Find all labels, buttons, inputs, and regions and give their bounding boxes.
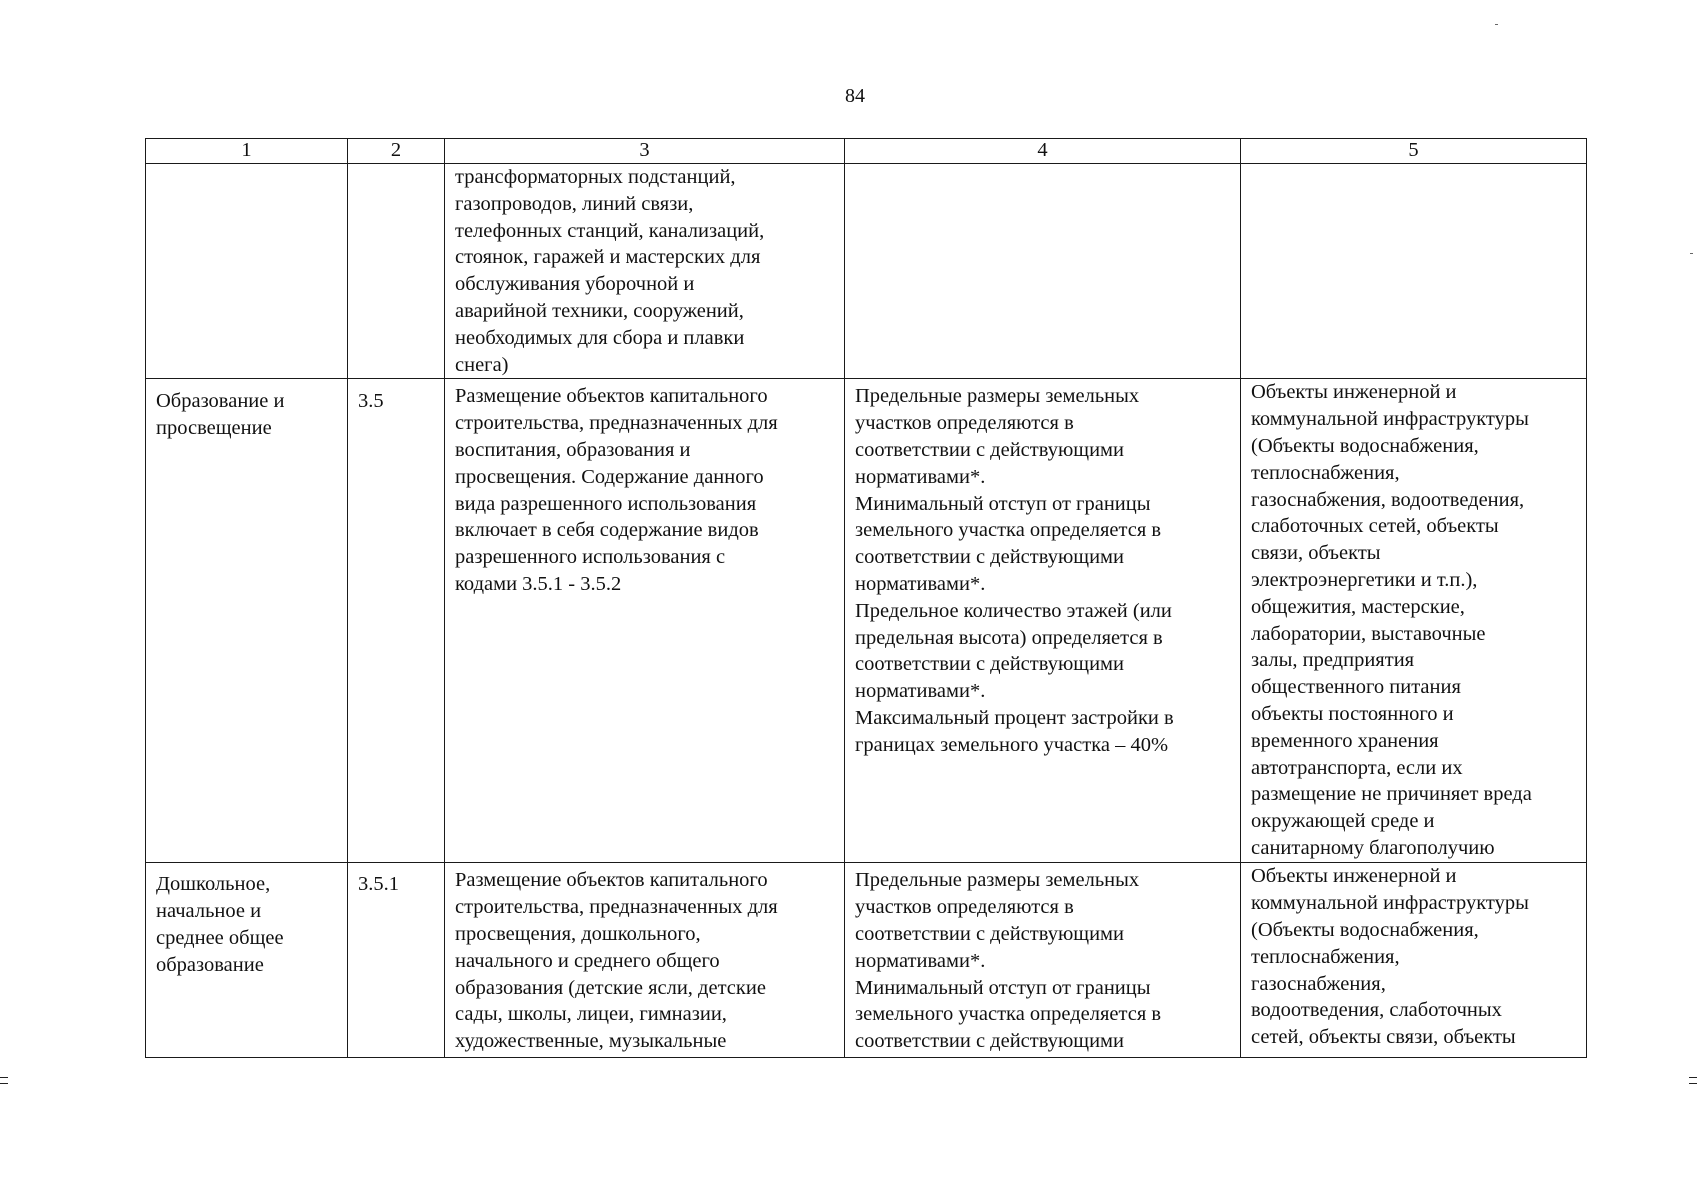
column-number-1: 1	[146, 139, 348, 164]
use-type-name: Дошкольное, начальное и среднее общее образование	[146, 863, 348, 1058]
column-number-3: 3	[445, 139, 845, 164]
table-row	[146, 164, 1587, 379]
page-number: 84	[845, 85, 865, 107]
column-number-5: 5	[1241, 139, 1587, 164]
permitted-use-table	[145, 138, 1587, 1058]
use-type-code: 3.5	[348, 379, 445, 863]
use-type-name	[146, 164, 348, 379]
scan-edge-mark-left	[0, 1083, 8, 1084]
scan-speck	[1495, 24, 1498, 25]
parcel-parameters: Предельные размеры земельных участков определяются в соответствии с действующими нормативами*. Минимальный отступ от границы земельного участка определяется в соответствии с действующими	[845, 863, 1241, 1058]
use-type-name: Образование и просвещение	[146, 379, 348, 863]
column-number-row	[146, 139, 1587, 164]
column-number-2: 2	[348, 139, 445, 164]
use-type-description: Размещение объектов капитального строительства, предназначенных для просвещения, дошкольного, начального и среднего общего образования (детские ясли, детские сады, школы, лицеи, гимназии, художественные, музыкальные	[445, 863, 845, 1058]
use-type-description: трансформаторных подстанций, газопроводов, линий связи, телефонных станций, канализаций, стоянок, гаражей и мастерских для обслуживания уборочной и аварийной техники, сооружений, необходимых для сбора и плавки снега)	[445, 164, 845, 379]
scan-edge-mark-right	[1689, 1083, 1697, 1084]
table-row	[146, 863, 1587, 1058]
scan-edge-mark-left	[0, 1077, 8, 1078]
use-type-code: 3.5.1	[348, 863, 445, 1058]
parcel-parameters	[845, 164, 1241, 379]
table-row	[146, 379, 1587, 863]
auxiliary-uses: Объекты инженерной и коммунальной инфраструктуры (Объекты водоснабжения, теплоснабжения, газоснабжения, водоотведения, слаботочных сетей, объекты связи, объекты электроэнергетики и т.п.), общежития, мастерские, лаборатории, выставочные залы, предприятия общественного питания объекты постоянного и временного хранения автотранспорта, если их размещение не причиняет вреда окружающей среде и санитарному благополучию	[1241, 379, 1587, 863]
scan-speck	[1690, 253, 1693, 254]
auxiliary-uses: Объекты инженерной и коммунальной инфраструктуры (Объекты водоснабжения, теплоснабжения, газоснабжения, водоотведения, слаботочных сетей, объекты связи, объекты	[1241, 863, 1587, 1058]
scan-edge-mark-right	[1689, 1077, 1697, 1078]
column-number-4: 4	[845, 139, 1241, 164]
use-type-code	[348, 164, 445, 379]
parcel-parameters: Предельные размеры земельных участков определяются в соответствии с действующими нормативами*. Минимальный отступ от границы земельного участка определяется в соответствии с действующими нормативами*. Предельное количество этажей (или предельная высота) определяется в соответствии с действующими нормативами*. Максимальный процент застройки в границах земельного участка – 40%	[845, 379, 1241, 863]
auxiliary-uses	[1241, 164, 1587, 379]
use-type-description: Размещение объектов капитального строительства, предназначенных для воспитания, образования и просвещения. Содержание данного вида разрешенного использования включает в себя содержание видов разрешенного использования с кодами 3.5.1 - 3.5.2	[445, 379, 845, 863]
